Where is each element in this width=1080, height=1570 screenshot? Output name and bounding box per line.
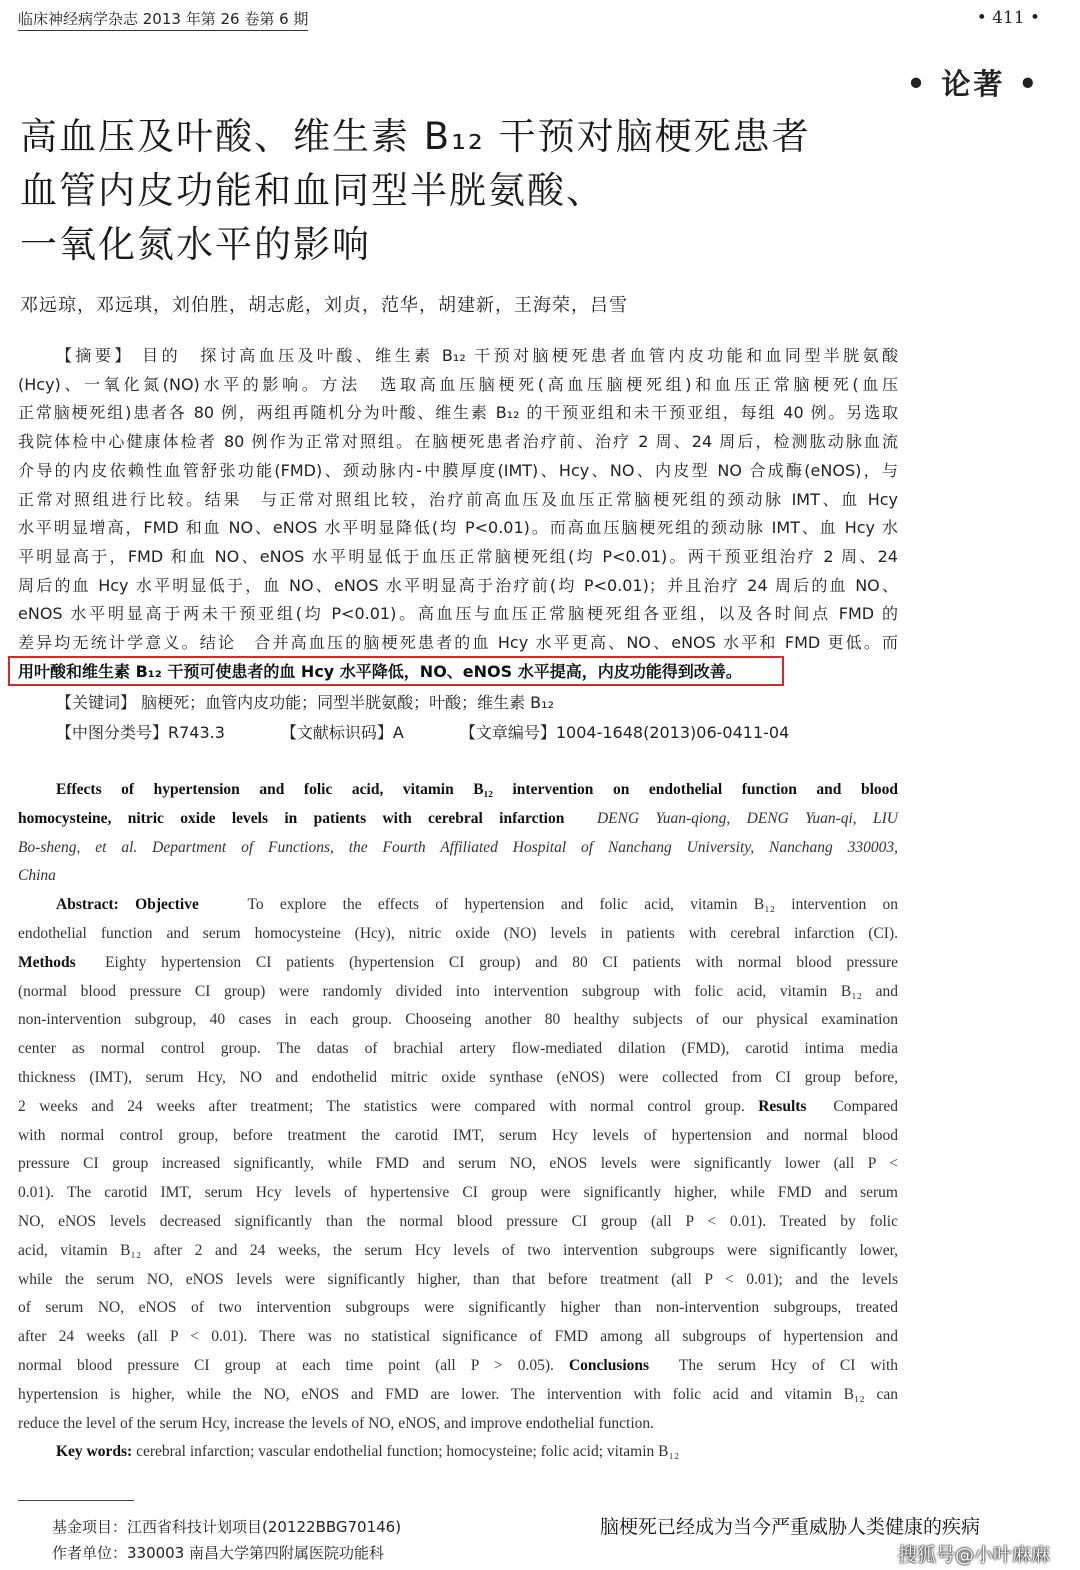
text-line (56, 691, 898, 715)
text-line (18, 602, 898, 626)
text-segment: Conclusions (568, 1357, 650, 1374)
text-line (18, 373, 898, 397)
text-segment: 正常对照组进行比较。结果 与正常对照组比较，治疗前高血压及血压正常脑梗死组的颈动脉 IMT、血 Hcy (18, 489, 898, 509)
text-segment: China (18, 867, 56, 885)
text-line (18, 1296, 898, 1320)
text-line (18, 1210, 898, 1234)
text-segment: of serum NO, eNOS of two intervention subgroups were significantly higher than non-intervention subgroups, treated (18, 1299, 898, 1317)
text-segment: 差异均无统计学意义。结论 合并高血压的脑梗死患者的血 Hcy 水平更高、NO、eNOS 水平和 FMD 更低。而 (18, 633, 898, 652)
text-segment: after 24 weeks (all P < 0.01). There was no statistical significance of FMD among all subgroups of hypertension and (18, 1328, 898, 1346)
text-segment: 【摘要】 目的 探讨高血压及叶酸、维生素 B₁₂ 干预对脑梗死患者血管内皮功能和血同型半胱氨酸 (56, 346, 898, 365)
journal-header: 临床神经病学杂志 2013 年第 26 卷第 6 期 (18, 8, 308, 31)
text-segment: non-intervention subgroup, 40 cases in each group. Chooseing another 80 healthy subjects of our physical examination (18, 1011, 898, 1029)
highlight-box (8, 656, 784, 686)
page-number: • 411 • (976, 8, 1040, 28)
watermark: 搜狐号@小叶麻麻 (897, 1544, 1050, 1566)
text-line (18, 864, 898, 888)
text-segment: normal blood pressure CI group at each time point (all P > 0.05). (18, 1357, 569, 1374)
text-line (56, 893, 898, 917)
text-segment: Bo-sheng, et al. Department of Functions, the Fourth Affiliated Hospital of Nanchang University, Nanchang 330003, (18, 838, 898, 856)
text-segment: 介导的内皮依赖性血管舒张功能(FMD)、颈动脉内-中膜厚度(IMT)、Hcy、NO、内皮型 NO 合成酶(eNOS)，与 (18, 460, 898, 480)
text-segment: homocysteine, nitric oxide levels in patients with cerebral infarction (18, 809, 597, 827)
text-segment: Abstract: Objective (56, 896, 199, 914)
text-line (18, 1037, 898, 1061)
text-line (18, 951, 898, 975)
text-segment: endothelial function and serum homocysteine (Hcy), nitric oxide (NO) levels in patients with cerebral infarction (CI). (18, 925, 898, 942)
text-segment: The serum Hcy of CI with (649, 1357, 898, 1374)
text-segment: Methods (18, 953, 76, 971)
text-line (18, 1008, 898, 1032)
footnote-fund: 基金项目：江西省科技计划项目(20122BBG70146) (52, 1518, 402, 1536)
text-line (18, 545, 898, 569)
text-line (18, 401, 898, 425)
text-segment: 水平明显增高，FMD 和血 NO、eNOS 水平明显降低(均 P<0.01)。而高血压脑梗死组的颈动脉 IMT、血 Hcy 水 (18, 518, 898, 538)
text-line (18, 1066, 898, 1090)
title-line-3: 一氧化氮水平的影响 (20, 223, 371, 266)
text-segment: 【中图分类号】R743.3 【文献标识码】A 【文章编号】1004-1648(2013)06-0411-04 (56, 723, 790, 742)
text-segment: cerebral infarction; vascular endothelial function; homocysteine; folic acid; vitamin B₁₂ (132, 1443, 680, 1461)
text-line (18, 1124, 898, 1148)
text-segment: while the serum NO, eNOS levels were significantly higher, than that before treatment (all P < 0.01); and the levels (18, 1270, 898, 1288)
text-line (18, 1354, 898, 1378)
text-segment: Eighty hypertension CI patients (hypertension CI group) and 80 CI patients with normal blood pressure (75, 953, 898, 971)
text-line (18, 1412, 898, 1436)
authors: 邓远琼，邓远琪，刘伯胜，胡志彪，刘贞，范华，胡建新，王海荣，吕雪 (20, 295, 628, 316)
text-segment: 0.01). The carotid IMT, serum Hcy levels of hypertensive CI group were significantly higher, while FMD and serum (18, 1184, 898, 1202)
text-line (18, 1181, 898, 1205)
text-line (56, 344, 898, 368)
text-segment: 【关键词】 脑梗死；血管内皮功能；同型半胱氨酸；叶酸；维生素 B₁₂ (56, 693, 554, 712)
text-line (18, 1152, 898, 1176)
text-segment: NO, eNOS levels decreased significantly than the normal blood pressure CI group (all P < 0.01). Treated by folic (18, 1213, 898, 1230)
section-label: • 论著 • (906, 67, 1040, 101)
title-line-2: 血管内皮功能和血同型半胱氨酸、 (20, 169, 605, 212)
text-segment: 2 weeks and 24 weeks after treatment; The statistics were compared with normal control group. (18, 1097, 759, 1115)
text-segment: acid, vitamin B₁₂ after 2 and 24 weeks, the serum Hcy levels of two intervention subgroups were significantly lower, (18, 1241, 898, 1259)
image-caption: 脑梗死已经成为当今严重威胁人类健康的疾病 (600, 1516, 981, 1538)
footnote-affiliation: 作者单位：330003 南昌大学第四附属医院功能科 (52, 1544, 385, 1562)
text-line (18, 631, 898, 655)
text-line (18, 459, 898, 483)
text-line (56, 721, 898, 745)
text-line (18, 574, 898, 598)
text-segment: Compared (806, 1097, 898, 1115)
text-segment: To explore the effects of hypertension and folic acid, vitamin B₁₂ intervention on (198, 896, 898, 914)
text-segment: 我院体检中心健康体检者 80 例作为正常对照组。在脑梗死患者治疗前、治疗 2 周、24 周后，检测肱动脉血流 (18, 432, 898, 452)
text-segment: center as normal control group. The datas of brachial artery flow-mediated dilation (FMD), carotid intima media (18, 1040, 898, 1058)
text-line (18, 1095, 898, 1119)
text-segment: reduce the level of the serum Hcy, increase the levels of NO, eNOS, and improve endothelial function. (18, 1414, 654, 1432)
text-line (56, 778, 898, 802)
text-segment: DENG Yuan-qiong, DENG Yuan-qi, LIU (596, 809, 898, 827)
text-segment: Key words: (56, 1443, 133, 1461)
text-line (56, 1440, 898, 1464)
text-segment: (normal blood pressure CI group) were randomly divided into intervention subgroup with folic acid, vitamin B₁₂ and (18, 982, 898, 1000)
text-line (18, 516, 898, 540)
text-segment: pressure CI group increased significantly, while FMD and serum NO, eNOS levels were significantly lower (all P < (18, 1155, 898, 1173)
title-line-1: 高血压及叶酸、维生素 B₁₂ 干预对脑梗死患者 (20, 115, 811, 158)
text-line (18, 1268, 898, 1292)
text-segment: 用叶酸和维生素 B₁₂ 干预可使患者的血 Hcy 水平降低，NO、eNOS 水平提高，内皮功能得到改善。 (18, 661, 742, 681)
text-line (18, 1239, 898, 1263)
text-segment: Effects of hypertension and folic acid, vitamin B₁₂ intervention on endothelial function and blood (56, 781, 898, 798)
text-segment: (Hcy)、一氧化氮(NO)水平的影响。方法 选取高血压脑梗死(高血压脑梗死组)和血压正常脑梗死(血压 (18, 374, 898, 394)
text-segment: 周后的血 Hcy 水平明显低于，血 NO、eNOS 水平明显高于治疗前(均 P<0.01)；并且治疗 24 周后的血 NO、 (18, 575, 898, 595)
text-segment: eNOS 水平明显高于两未干预亚组(均 P<0.01)。高血压与血压正常脑梗死组各亚组，以及各时间点 FMD 的 (18, 604, 898, 624)
text-segment: with normal control group, before treatment the carotid IMT, serum Hcy levels of hypertension and normal blood (18, 1126, 898, 1144)
text-line (18, 980, 898, 1004)
text-line (18, 807, 898, 831)
footnote-divider (18, 1500, 134, 1501)
text-segment: Results (758, 1097, 807, 1115)
text-line (18, 430, 898, 454)
text-line (18, 1383, 898, 1407)
text-segment: thickness (IMT), serum Hcy, NO and endothelid mitric oxide synthase (eNOS) were collected from CI group before, (18, 1069, 898, 1086)
text-segment: 平明显高于，FMD 和血 NO、eNOS 水平明显低于血压正常脑梗死组(均 P<0.01)。两干预亚组治疗 2 周、24 (18, 546, 898, 566)
text-line (18, 836, 898, 860)
text-line (18, 488, 898, 512)
text-line (18, 922, 898, 946)
text-segment: 正常脑梗死组)患者各 80 例，两组再随机分为叶酸、维生素 B₁₂ 的干预亚组和未干预亚组，每组 40 例。另选取 (18, 403, 898, 423)
text-line (18, 1325, 898, 1349)
text-segment: hypertension is higher, while the NO, eNOS and FMD are lower. The intervention with folic acid and vitamin B₁₂ can (18, 1385, 898, 1403)
